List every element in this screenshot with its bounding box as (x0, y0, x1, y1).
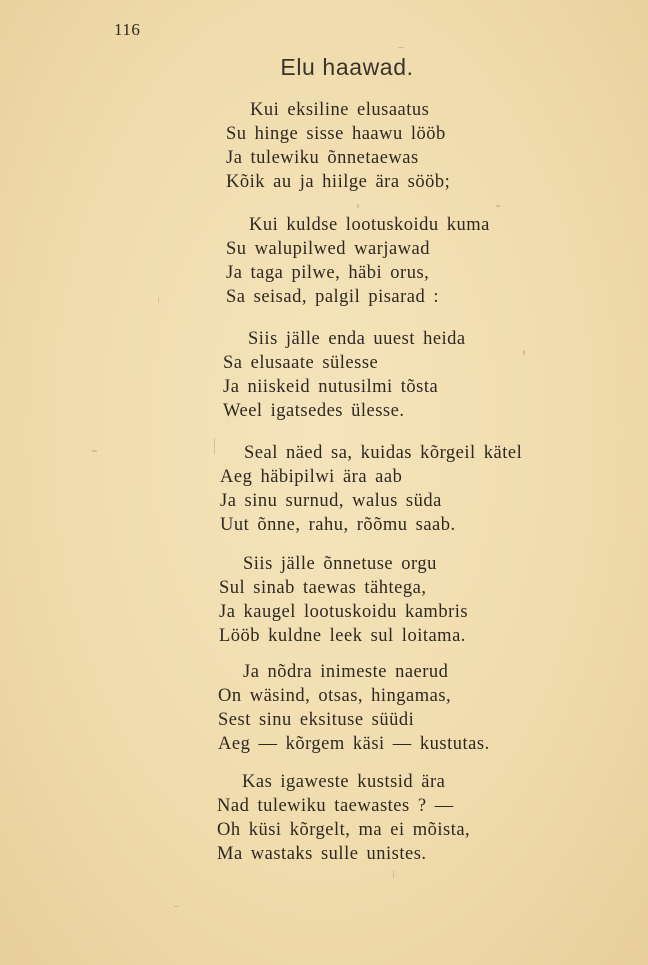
poem-line: Aeg — kõrgem käsi — kustutas. (218, 734, 490, 754)
paper-speck (214, 438, 215, 454)
paper-speck (523, 350, 525, 355)
poem-line: Kõik au ja hiilge ära sööb; (226, 172, 451, 192)
poem-line: Siis jälle enda uuest heida (248, 329, 466, 349)
paper-speck (92, 450, 97, 452)
poem-line: Sa elusaate sülesse (223, 353, 379, 373)
poem-line: Siis jälle õnnetuse orgu (243, 554, 437, 574)
poem-line: Oh küsi kõrgelt, ma ei mõista, (217, 820, 471, 840)
poem-line: Ja niiskeid nutusilmi tõsta (223, 377, 439, 397)
poem-line: Ja taga pilwe, häbi orus, (226, 263, 430, 283)
poem-line: Sul sinab taewas tähtega, (219, 578, 427, 598)
poem-line: Seal näed sa, kuidas kõrgeil kätel (244, 443, 523, 463)
poem-line: Ja sinu surnud, walus süda (220, 491, 442, 511)
poem-line: Kui eksiline elusaatus (250, 100, 430, 120)
poem-line: On wäsind, otsas, hingamas, (218, 686, 452, 706)
poem-line: Ja nõdra inimeste naerud (243, 662, 449, 682)
poem-line: Uut õnne, rahu, rõõmu saab. (220, 515, 456, 535)
poem-line: Kas igaweste kustsid ära (242, 772, 446, 792)
paper-speck (158, 297, 159, 303)
paper-speck (496, 205, 500, 207)
page-number: 116 (114, 20, 141, 39)
poem-line: Aeg häbipilwi ära aab (220, 467, 403, 487)
poem-line: Kui kuldse lootuskoidu kuma (249, 215, 490, 235)
poem-line: Ja tulewiku õnnetaewas (226, 148, 419, 168)
poem-line: Ma wastaks sulle unistes. (217, 844, 427, 864)
poem-line: Lööb kuldne leek sul loitama. (219, 626, 466, 646)
poem-line: Su walupilwed warjawad (226, 239, 431, 259)
poem-line: Sa seisad, palgil pisarad : (226, 287, 440, 307)
paper-speck (393, 870, 394, 878)
poem-line: Sest sinu eksituse süüdi (218, 710, 415, 730)
paper-speck (174, 906, 179, 907)
poem-line: Weel igatsedes ülesse. (223, 401, 405, 421)
poem-title: Elu haawad. (280, 54, 414, 80)
poem-line: Su hinge sisse haawu lööb (226, 124, 446, 144)
paper-speck (357, 204, 359, 208)
paper-speck (398, 47, 404, 48)
poem-line: Ja kaugel lootuskoidu kambris (219, 602, 469, 622)
poem-line: Nad tulewiku taewastes ? — (217, 796, 454, 816)
